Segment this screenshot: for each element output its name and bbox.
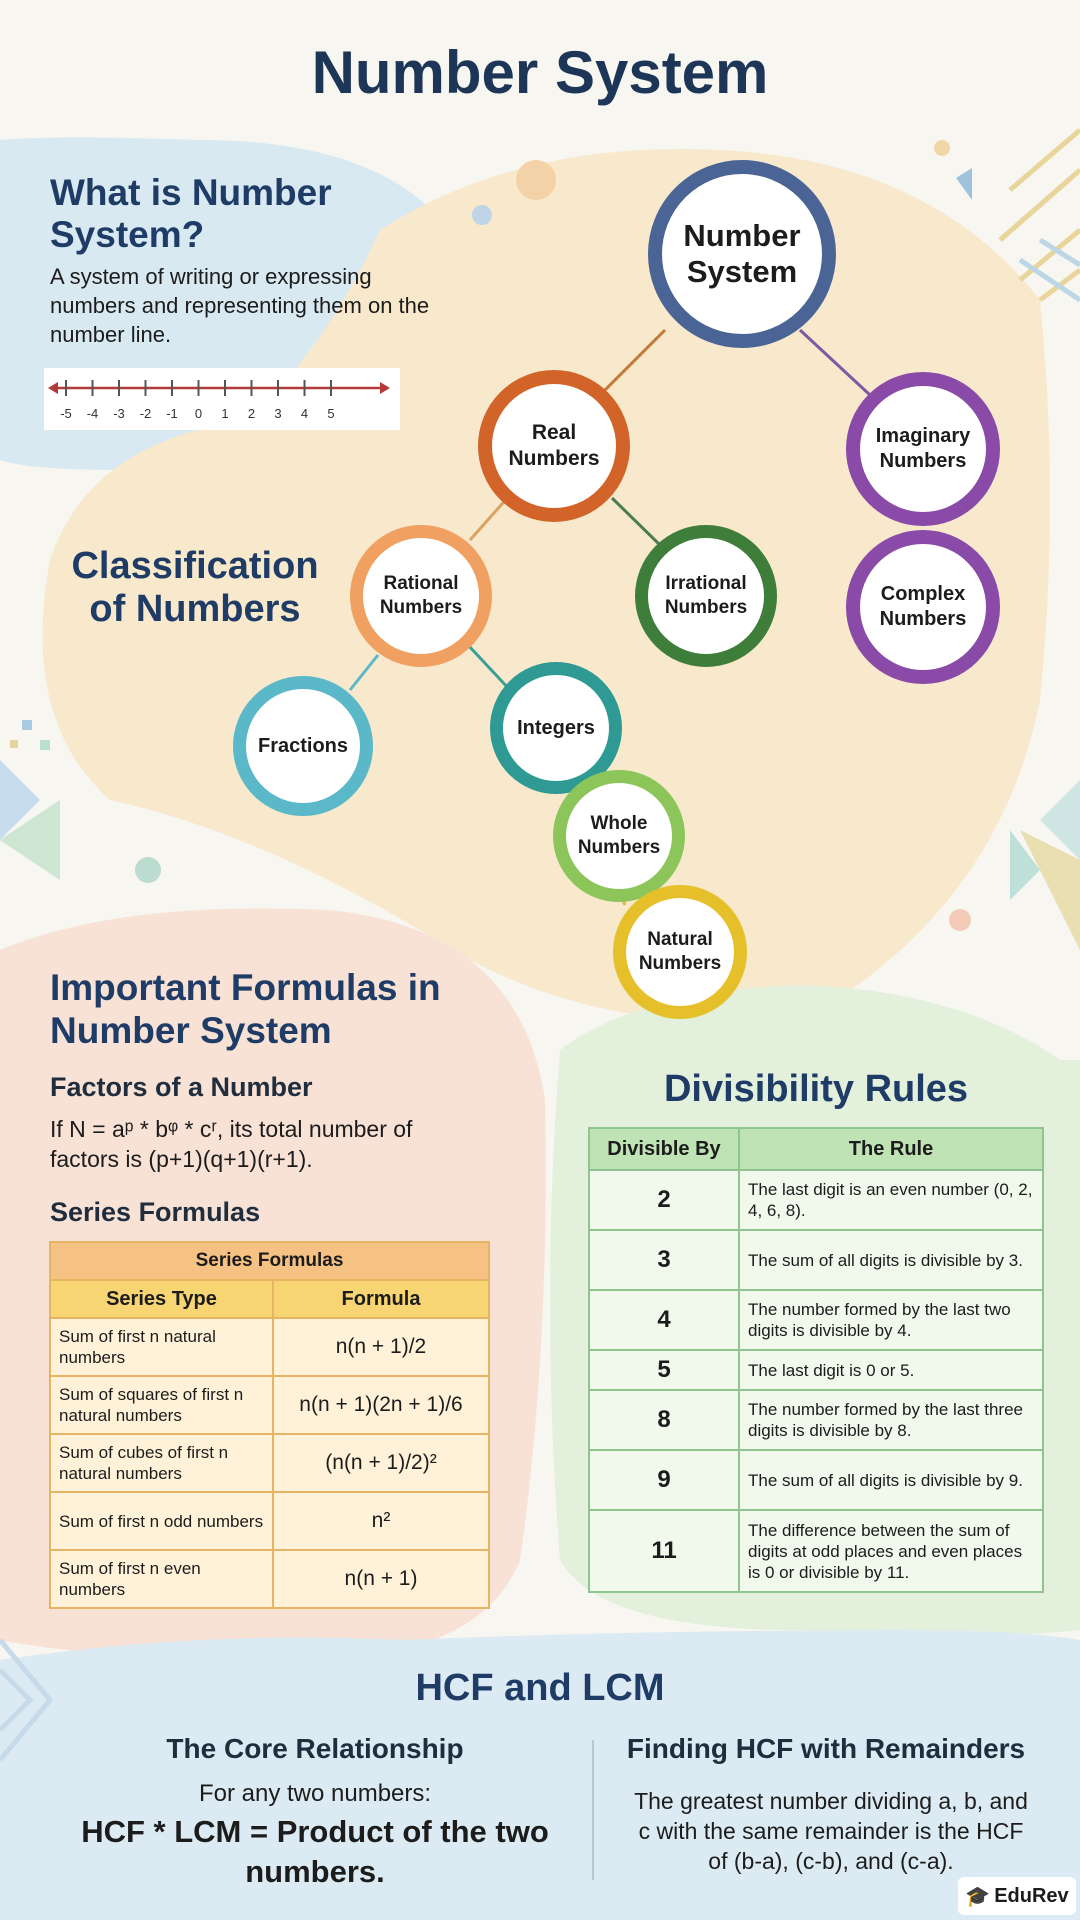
number-line-tick-label: -5 xyxy=(60,406,72,421)
core-formula: HCF * LCM = Product of the two numbers. xyxy=(81,1814,549,1889)
number-line-tick-label: -1 xyxy=(166,406,178,421)
divisor: 3 xyxy=(589,1230,739,1290)
core-relationship-heading: The Core Relationship xyxy=(166,1733,464,1764)
rule-text: The sum of all digits is divisible by 3. xyxy=(739,1230,1043,1290)
node-whole-label: Whole Numbers xyxy=(577,813,661,858)
decor-shapes-right xyxy=(1010,780,1080,950)
section-divider xyxy=(592,1740,594,1880)
number-line xyxy=(44,368,400,430)
series-type: Sum of first n odd numbers xyxy=(50,1492,273,1550)
series-formula: n(n + 1)(2n + 1)/6 xyxy=(273,1376,489,1434)
node-integers-label: Integers xyxy=(517,716,595,739)
node-number-system-label: Number System xyxy=(683,218,801,289)
number-line-tick-label: -4 xyxy=(86,406,99,421)
node-whole-numbers xyxy=(553,770,685,902)
classification-heading: Classification of Numbers xyxy=(71,545,319,630)
series-formulas-table xyxy=(49,1241,490,1609)
divisor: 5 xyxy=(589,1350,739,1390)
node-imaginary-label: Imaginary Numbers xyxy=(875,425,971,472)
table-row xyxy=(589,1230,1043,1290)
divisibility-column-header: The Rule xyxy=(739,1128,1043,1170)
table-row xyxy=(589,1290,1043,1350)
formulas-heading: Important Formulas in Number System xyxy=(50,967,441,1051)
table-row xyxy=(589,1170,1043,1230)
node-complex-label: Complex Numbers xyxy=(879,583,967,630)
rule-text: The difference between the sum of digits at odd places and even places is 0 or divisible by 11. xyxy=(739,1510,1043,1592)
table-row xyxy=(589,1450,1043,1510)
number-line-tick-label: -3 xyxy=(113,406,125,421)
rule-text: The sum of all digits is divisible by 9. xyxy=(739,1450,1043,1510)
series-type: Sum of first n even numbers xyxy=(50,1550,273,1608)
rule-text: The last digit is an even number (0, 2, 4, 6, 8). xyxy=(739,1170,1043,1230)
number-line-tick-label: -2 xyxy=(139,406,152,421)
table-row xyxy=(50,1434,489,1492)
series-type: Sum of cubes of first n natural numbers xyxy=(50,1434,273,1492)
number-line-tick-label: 1 xyxy=(221,406,229,421)
decor-dot xyxy=(135,857,161,883)
decor-shapes-left xyxy=(0,720,60,880)
table-row xyxy=(50,1318,489,1376)
node-fractions-label: Fractions xyxy=(257,734,349,757)
series-column-header: Formula xyxy=(273,1280,489,1318)
node-rational-numbers xyxy=(350,525,492,667)
table-row xyxy=(589,1510,1043,1592)
divisor: 9 xyxy=(589,1450,739,1510)
series-heading: Series Formulas xyxy=(50,1197,261,1227)
number-line-tick-label: 5 xyxy=(327,406,335,421)
series-column-header: Series Type xyxy=(50,1280,273,1318)
remainder-heading: Finding HCF with Remainders xyxy=(626,1733,1026,1764)
node-natural-numbers xyxy=(613,885,747,1019)
graduation-cap-icon: 🎓 xyxy=(965,1885,991,1908)
divisibility-column-header: Divisible By xyxy=(589,1128,739,1170)
core-intro: For any two numbers: xyxy=(198,1780,432,1807)
number-line-tick-label: 3 xyxy=(274,406,282,421)
hcf-lcm-heading: HCF and LCM xyxy=(415,1667,665,1709)
decor-dot xyxy=(472,205,492,225)
divisor: 11 xyxy=(589,1510,739,1592)
series-table-caption: Series Formulas xyxy=(50,1242,489,1280)
node-real-numbers xyxy=(478,370,630,522)
rule-text: The last digit is 0 or 5. xyxy=(739,1350,1043,1390)
rule-text: The number formed by the last three digits is divisible by 8. xyxy=(739,1390,1043,1450)
node-imaginary-numbers xyxy=(846,372,1000,526)
decor-dot xyxy=(934,140,950,156)
series-type: Sum of first n natural numbers xyxy=(50,1318,273,1376)
table-row xyxy=(589,1350,1043,1390)
brand-name: EduRev xyxy=(994,1884,1069,1907)
node-number-system xyxy=(648,160,836,348)
node-natural-label: Natural Numbers xyxy=(638,929,722,974)
decor-dot xyxy=(949,909,971,931)
node-fractions xyxy=(233,676,373,816)
series-type: Sum of squares of first n natural numbers xyxy=(50,1376,273,1434)
node-irrational-label: Irrational Numbers xyxy=(664,573,748,618)
rule-text: The number formed by the last two digits is divisible by 4. xyxy=(739,1290,1043,1350)
table-row xyxy=(50,1550,489,1608)
node-real-label: Real Numbers xyxy=(508,421,600,470)
table-row xyxy=(50,1492,489,1550)
number-line-tick-label: 4 xyxy=(300,406,309,421)
factors-heading: Factors of a Number xyxy=(50,1072,313,1102)
divisor: 4 xyxy=(589,1290,739,1350)
series-formula: n(n + 1) xyxy=(273,1550,489,1608)
decor-dot xyxy=(516,160,556,200)
node-rational-label: Rational Numbers xyxy=(379,573,463,618)
divisor: 8 xyxy=(589,1390,739,1450)
decor-triangle xyxy=(956,168,972,200)
series-formula: (n(n + 1)/2)² xyxy=(273,1434,489,1492)
table-row xyxy=(589,1390,1043,1450)
what-is-description: A system of writing or expressing numbers and representing them on the number line. xyxy=(50,264,430,347)
factors-text: If N = aᵖ * bᵠ * cʳ, its total number of factors is (p+1)(q+1)(r+1). xyxy=(50,1116,413,1172)
what-is-heading: What is Number System? xyxy=(50,172,332,255)
page-title: Number System xyxy=(311,39,769,106)
remainder-text: The greatest number dividing a, b, and c with the same remainder is the HCF of (b-a), (c-b), and (c-a). xyxy=(634,1788,1028,1874)
node-complex-numbers xyxy=(846,530,1000,684)
node-irrational-numbers xyxy=(635,525,777,667)
divisibility-table xyxy=(588,1127,1044,1593)
table-row xyxy=(50,1376,489,1434)
brand-badge xyxy=(958,1877,1076,1915)
number-line-tick-label: 2 xyxy=(247,406,256,421)
number-line-tick-label: 0 xyxy=(194,406,203,421)
series-formula: n² xyxy=(273,1492,489,1550)
series-formula: n(n + 1)/2 xyxy=(273,1318,489,1376)
divisibility-heading: Divisibility Rules xyxy=(663,1068,969,1110)
divisor: 2 xyxy=(589,1170,739,1230)
